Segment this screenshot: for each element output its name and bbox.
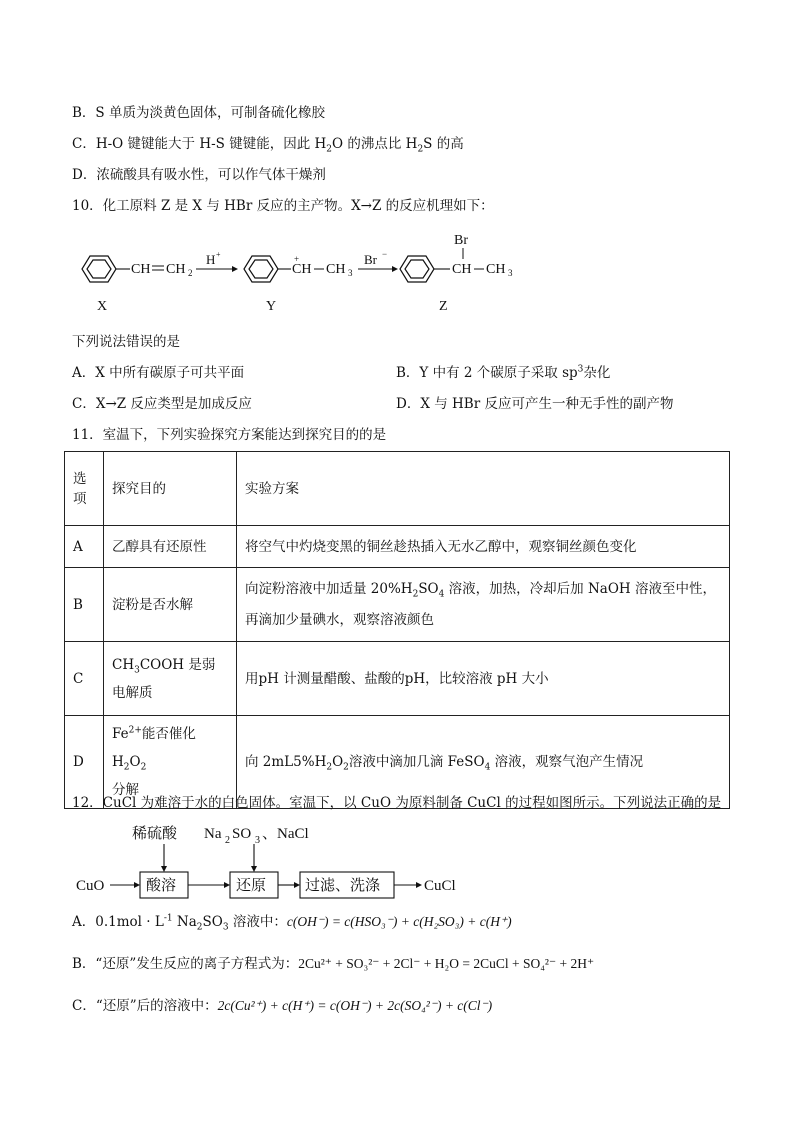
row-d-plan-text2: O [332,754,344,770]
q12-option-c-equation: 2c(Cu²⁺) + c(H⁺) = c(OH⁻) + 2c(SO₄²⁻) + c(Cl⁻) [217,998,493,1013]
q12-option-a: A．$0.1mol \cdot L^{-1}$ $Na_2SO_3$ 溶液中：c(OH⁻) = c(HSO₃⁻) + c(H₂SO₃) + c(H⁺) [72,913,512,933]
q12-option-a-solution: 溶液中： [228,914,287,930]
benzene-ring-z-icon [400,256,434,282]
step-acid-dissolve: 酸溶 [146,878,177,894]
q12-option-a-so3: SO [202,914,223,930]
row-b-plan-text2: SO [418,580,439,597]
q12-option-b [72,954,594,974]
reagent-dilute-sulfuric-acid: 稀硫酸 [132,826,178,842]
row-d-plan-text1: 向 2mL5%H [245,754,327,770]
table-row [65,568,730,642]
svg-text:2: 2 [188,268,193,278]
q12-option-b-label: B．“还原”发生反应的离子方程式为： [72,956,299,972]
q10-option-c: C．X→Z 反应类型是加成反应 [72,396,252,412]
row-b-option: B [65,568,104,642]
q9-option-c: C．H-O 键键能大于 H-S 键键能，因此 $H_2O$ 的沸点比 $H_2S$ 的高 [72,136,464,155]
z-ch-group: CH [452,262,472,277]
row-d-purpose-text4: 分解 [112,782,139,798]
q12-option-c-label: C．“还原”后的溶液中： [72,998,218,1014]
table-row [65,526,730,568]
row-c-purpose-text1: CH [112,656,135,673]
q10-option-d: D．X 与 HBr 反应可产生一种无手性的副产物 [396,396,674,412]
svg-text:−: − [382,249,388,259]
row-d-purpose-text1: Fe [112,726,129,742]
row-a-plan: 将空气中灼烧变黑的铜丝趁热插入无水乙醇中，观察铜丝颜色变化 [237,526,730,568]
start-cuo: CuO [76,878,105,894]
row-d-purpose-text2: 能否催化 H [112,726,196,770]
q9-option-d: D．浓硫酸具有吸水性，可以作气体干燥剂 [72,167,326,183]
q9-option-c-text2: O 的沸点比 H [332,136,418,152]
q12-option-a-equation: c(OH⁻) = c(HSO₃⁻) + c(H₂SO₃) + c(H⁺) [286,914,512,929]
z-ch3-group: CH [486,262,506,277]
step-reduce: 还原 [236,878,267,894]
reagent-so3: SO [232,826,252,842]
q12-option-a-unit: mol · L [116,914,164,930]
row-d-plan-text3: 溶液中滴加几滴 FeSO [348,754,485,770]
row-b-plan-text1: 向淀粉溶液中加适量 20%H [245,580,413,597]
q11-experiment-table [64,451,730,809]
label-x: X [97,299,108,314]
row-b-plan-text3: 溶液，加热，冷却后加 NaOH 溶液至中性，再滴加少量碘水，观察溶液颜色 [245,580,716,628]
q9-option-c-text1: C．H-O 键键能大于 H-S 键键能，因此 H [72,136,327,152]
header-purpose: 探究目的 [104,452,237,526]
row-b-purpose: 淀粉是否水解 [104,568,237,642]
header-option: 选项 [65,452,104,526]
q12-option-a-salt: Na [172,914,197,930]
q10-question: 下列说法错误的是 [72,334,180,350]
q10-option-b-text1: B．Y 中有 2 个碳原子采取 sp [396,365,578,381]
row-d-option: D [65,716,104,809]
br-minus-reagent: Br [364,252,377,267]
table-header-row [65,452,730,526]
svg-text:3: 3 [255,835,260,846]
q12-stem: 12．CuCl 为难溶于水的白色固体。室温下，以 CuO 为原料制备 CuCl 的过程如图所示。下列说法正确的是 [72,795,722,811]
q11-stem: 11．室温下，下列实验探究方案能达到探究目的的是 [72,427,387,443]
svg-text:3: 3 [348,268,353,278]
x-ch2-group: CH [166,262,186,277]
benzene-ring-y-icon [244,256,278,282]
svg-text:2: 2 [225,835,230,846]
q10-option-b: B．Y 中有 2 个碳原子采取 $sp^3$杂化 [396,364,611,381]
q10-reaction-scheme [60,228,540,320]
header-plan: 实验方案 [237,452,730,526]
step-filter-wash: 过滤、洗涤 [305,878,381,894]
reagent-nacl: 、NaCl [262,826,309,842]
row-c-option: C [65,642,104,716]
svg-text:+: + [216,250,221,259]
q12-option-c [72,996,492,1016]
q9-option-b: B．S 单质为淡黄色固体，可制备硫化橡胶 [72,105,325,121]
q10-option-b-text2: 杂化 [583,365,611,381]
q9-option-c-text3: S 的高 [423,136,464,152]
y-ch-group: CH [292,262,312,277]
end-cucl: CuCl [424,878,456,894]
q12-flowchart [72,818,492,900]
row-c-purpose-text2: COOH 是弱电解质 [112,656,216,701]
x-ch-group: CH [131,262,151,277]
row-d-plan: 向 $2mL5\%H_2O_2$溶液中滴加几滴 FeSO$_4$ 溶液，观察气泡产生情况 [237,716,730,809]
q12-option-a-label: A．0.1 [72,914,117,930]
reagent-na2so3: Na [204,826,222,842]
q10-option-a: A．X 中所有碳原子可共平面 [72,365,245,381]
row-a-option: A [65,526,104,568]
q12-option-b-equation: 2Cu²⁺ + SO₃²⁻ + 2Cl⁻ + H₂O = 2CuCl + SO₄²⁻ + 2H⁺ [298,956,595,971]
row-c-purpose: $CH_3COOH$ 是弱电解质 [104,642,237,716]
row-d-plan-text4: 溶液，观察气泡产生情况 [490,754,644,770]
svg-text:3: 3 [508,268,513,278]
h-plus-reagent: H [206,252,216,267]
row-b-plan: 向淀粉溶液中加适量 $20\%H_2SO_4$ 溶液，加热，冷却后加 NaOH 溶液至中性，再滴加少量碘水，观察溶液颜色 [237,568,730,642]
row-c-plan: 用pH 计测量醋酸、盐酸的pH，比较溶液 pH 大小 [237,642,730,716]
row-d-purpose-text3: O [129,754,141,770]
row-a-purpose: 乙醇具有还原性 [104,526,237,568]
z-br-atom: Br [454,233,468,248]
benzene-ring-x-icon [82,256,116,282]
table-row [65,642,730,716]
q10-stem: 10．化工原料 Z 是 X 与 HBr 反应的主产物。X→Z 的反应机理如下： [72,198,494,214]
y-ch3-group: CH [326,262,346,277]
svg-text:+: + [294,254,300,264]
row-d-purpose: $Fe^{2+}$能否催化 $H_2O_2$ 分解 [104,716,237,809]
label-z: Z [439,299,448,314]
label-y: Y [266,299,277,314]
